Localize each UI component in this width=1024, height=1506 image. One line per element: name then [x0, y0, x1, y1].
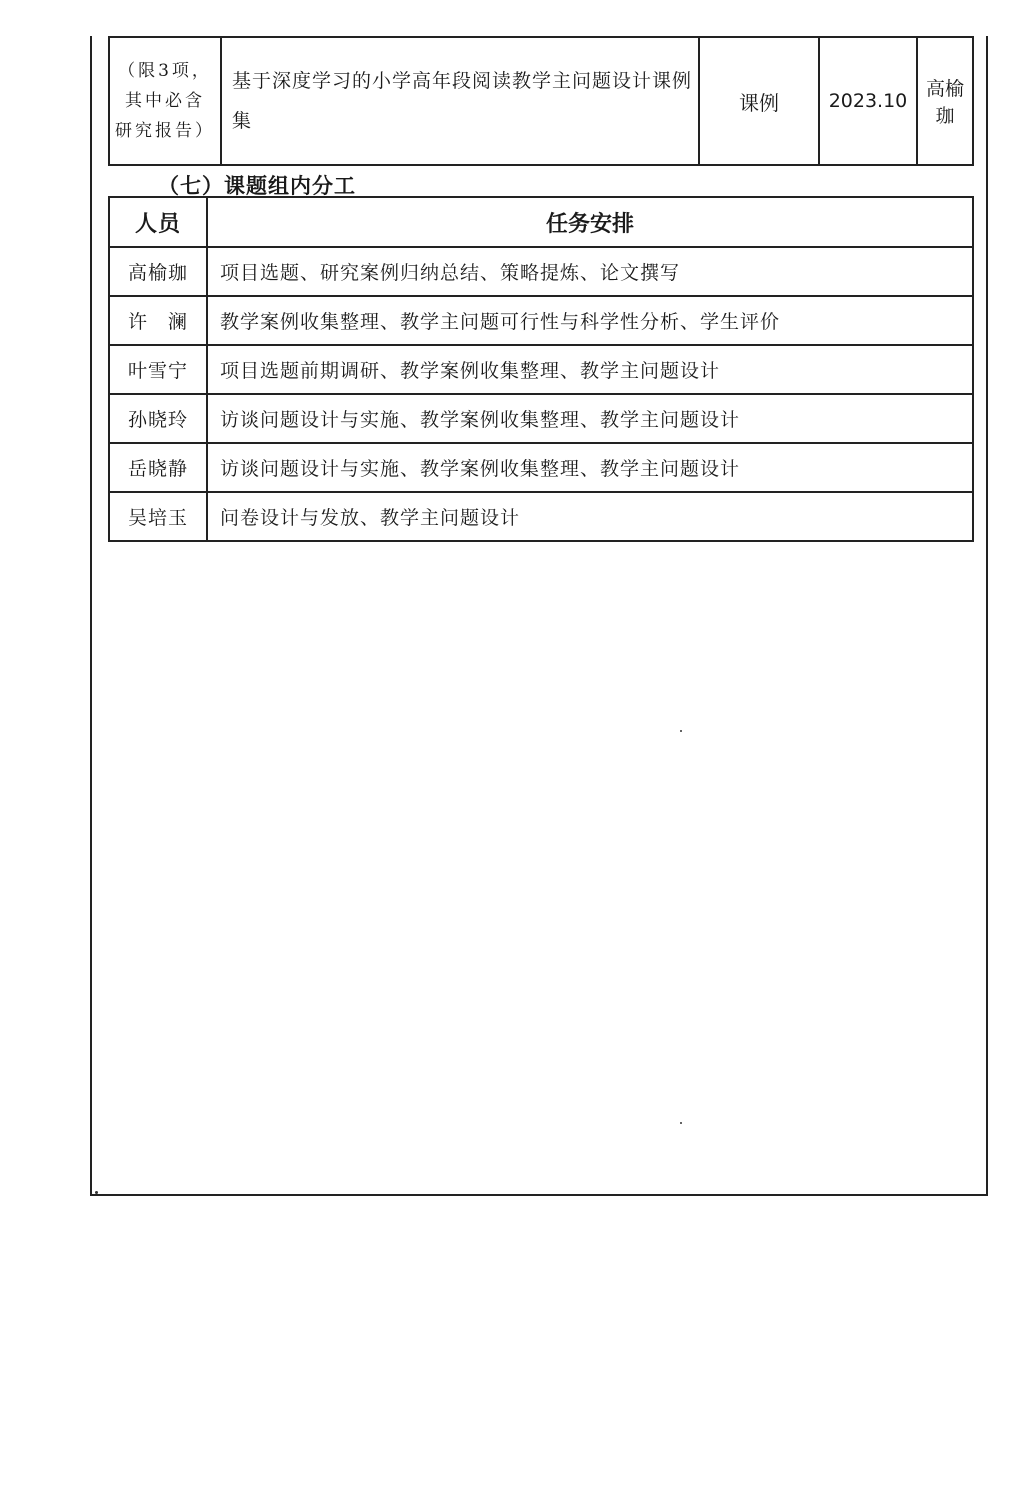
- header-task: 任务安排: [207, 197, 973, 247]
- member-task: 项目选题、研究案例归纳总结、策略提炼、论文撰写: [207, 247, 973, 296]
- table-row: [109, 443, 973, 492]
- note-line: （限3项，: [118, 61, 212, 81]
- table-row: [109, 394, 973, 443]
- member-task: 访谈问题设计与实施、教学案例收集整理、教学主问题设计: [207, 443, 973, 492]
- member-name: 叶雪宁: [109, 345, 207, 394]
- outputs-table: [108, 36, 974, 166]
- outputs-row: [109, 37, 973, 165]
- member-name: 吴培玉: [109, 492, 207, 541]
- output-type: 课例: [699, 37, 819, 165]
- table-row: [109, 345, 973, 394]
- member-name: 岳晓静: [109, 443, 207, 492]
- output-person: 高榆珈: [917, 37, 973, 165]
- table-row: [109, 296, 973, 345]
- note-line: 研究报告）: [115, 121, 215, 141]
- member-task: 访谈问题设计与实施、教学案例收集整理、教学主问题设计: [207, 394, 973, 443]
- scan-speck: [680, 730, 682, 732]
- member-task: 项目选题前期调研、教学案例收集整理、教学主问题设计: [207, 345, 973, 394]
- member-name: 孙晓玲: [109, 394, 207, 443]
- table-row: [109, 492, 973, 541]
- member-name: 高榆珈: [109, 247, 207, 296]
- member-task: 教学案例收集整理、教学主问题可行性与科学性分析、学生评价: [207, 296, 973, 345]
- output-title: 基于深度学习的小学高年段阅读教学主问题设计课例集: [221, 37, 699, 165]
- header-member: 人员: [109, 197, 207, 247]
- table-row: [109, 247, 973, 296]
- output-date: 2023.10: [819, 37, 917, 165]
- outputs-note-cell: [109, 37, 221, 165]
- note-line: 其中必含: [125, 91, 205, 111]
- scan-speck: [95, 1191, 98, 1194]
- member-task: 问卷设计与发放、教学主问题设计: [207, 492, 973, 541]
- table-header-row: [109, 197, 973, 247]
- division-table: [108, 196, 974, 542]
- section-heading: （七）课题组内分工: [158, 174, 356, 198]
- scan-speck: [680, 1122, 682, 1124]
- member-name: 许 澜: [109, 296, 207, 345]
